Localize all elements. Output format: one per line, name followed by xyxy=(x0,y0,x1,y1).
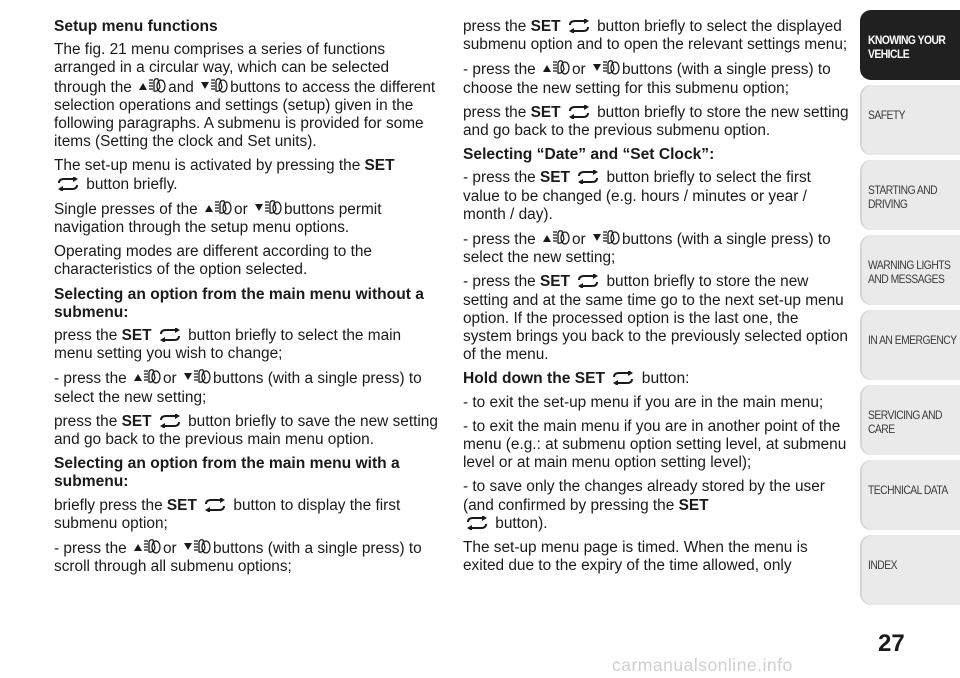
set-button-icon xyxy=(576,274,600,288)
down-button-icon xyxy=(183,539,211,555)
tab-warning-lights-and-messages[interactable]: WARNING LIGHTS AND MESSAGES xyxy=(860,235,960,305)
step-open-submenu-settings: press the SET button briefly to select the displayed submenu option and to open the relevant settings menu; xyxy=(463,18,848,54)
paragraph-menu-timed: The set-up menu page is timed. When the menu is exited due to the expiry of the time allowed, only xyxy=(463,539,808,575)
step-select-main-setting: press the SET button briefly to select the main menu setting you wish to change; xyxy=(54,327,402,363)
step-save-setting: press the SET button briefly to save the new setting and go back to the previous main menu option. xyxy=(54,412,438,449)
step-store-submenu-setting: press the SET button briefly to store the new setting and go back to the previous submenu option. xyxy=(463,103,849,140)
heading-option-without-submenu: Selecting an option from the main menu without a submenu: xyxy=(54,285,424,321)
up-button-icon xyxy=(133,539,161,555)
heading-setup-menu-functions: Setup menu functions xyxy=(54,18,218,35)
tab-safety[interactable]: SAFETY xyxy=(860,85,960,155)
step-display-submenu: briefly press the SET button to display the first submenu option; xyxy=(54,496,401,532)
set-button-icon xyxy=(465,516,489,530)
hold-save-changes: - to save only the changes already stored by the user (and confirmed by pressing the SET button). xyxy=(463,478,825,532)
set-button-icon xyxy=(56,177,80,191)
tab-technical-data[interactable]: TECHNICAL DATA xyxy=(860,460,960,530)
step-scroll-submenu: - press the or buttons (with a single press) to scroll through all submenu options; xyxy=(54,540,422,576)
up-button-icon xyxy=(542,230,570,246)
down-button-icon xyxy=(592,60,620,76)
up-button-icon xyxy=(138,78,166,94)
down-button-icon xyxy=(592,230,620,246)
left-column xyxy=(54,18,438,582)
paragraph-navigation: Single presses of the or buttons permit navigation through the setup menu options. xyxy=(54,200,382,237)
page-number: 27 xyxy=(878,630,905,657)
tab-starting-and-driving[interactable]: STARTING AND DRIVING xyxy=(860,160,960,230)
paragraph-activation: The set-up menu is activated by pressing the SET button briefly. xyxy=(54,157,395,193)
paragraph-operating-modes: Operating modes are different according to the characteristics of the option selected. xyxy=(54,243,372,279)
right-column xyxy=(463,18,849,581)
heading-option-with-submenu: Selecting an option from the main menu with a submenu: xyxy=(54,455,400,491)
up-button-icon xyxy=(542,60,570,76)
set-button-icon xyxy=(567,105,591,119)
tab-knowing-your-vehicle[interactable]: KNOWING YOUR VEHICLE xyxy=(860,10,960,80)
tab-index[interactable]: INDEX xyxy=(860,535,960,605)
paragraph-menu-intro: The fig. 21 menu comprises a series of functions arranged in a circular way, which can be selected through the and buttons to access the different selection operations and settings (setup) given in the following paragraphs. A submenu is provided for some items (Setting the clock and Set units). xyxy=(54,41,436,151)
heading-date-set-clock: Selecting “Date” and “Set Clock”: xyxy=(463,146,715,164)
set-button-icon xyxy=(203,498,227,512)
tab-servicing-and-care[interactable]: SERVICING AND CARE xyxy=(860,385,960,455)
section-tabs xyxy=(860,10,960,610)
tab-in-an-emergency[interactable]: IN AN EMERGENCY xyxy=(860,310,960,380)
down-button-icon xyxy=(183,369,211,385)
set-button-icon xyxy=(611,371,635,385)
set-button-icon xyxy=(158,414,182,428)
heading-hold-down-set: Hold down the SET button: xyxy=(463,370,690,388)
up-button-icon xyxy=(204,200,232,216)
set-button-icon xyxy=(576,170,600,184)
step-select-new-setting: - press the or buttons (with a single press) to select the new setting; xyxy=(54,370,422,406)
set-button-icon xyxy=(567,19,591,33)
set-button-icon xyxy=(158,328,182,342)
hold-exit-setup-menu: - to exit the set-up menu if you are in the main menu; xyxy=(463,393,824,411)
step-select-clock-setting: - press the or buttons (with a single press) to select the new setting; xyxy=(463,231,831,267)
step-store-and-next: - press the SET button briefly to store the new setting and at the same time go to the next set-up menu option. If the processed option is the last one, the system brings you back to the previously selected option of the menu. xyxy=(463,273,848,364)
up-button-icon xyxy=(133,369,161,385)
hold-exit-main-menu: - to exit the main menu if you are in another point of the menu (e.g.: at submenu option setting level, at submenu level or at main menu option setting level); xyxy=(463,417,847,472)
step-select-first-value: - press the SET button briefly to select the first value to be changed (e.g. hours / minutes or year / month / day). xyxy=(463,169,811,223)
step-choose-submenu-setting: - press the or buttons (with a single press) to choose the new setting for this submenu option; xyxy=(463,61,831,97)
down-button-icon xyxy=(254,200,282,216)
down-button-icon xyxy=(200,78,228,94)
watermark: carmanualsonline.info xyxy=(612,655,793,675)
